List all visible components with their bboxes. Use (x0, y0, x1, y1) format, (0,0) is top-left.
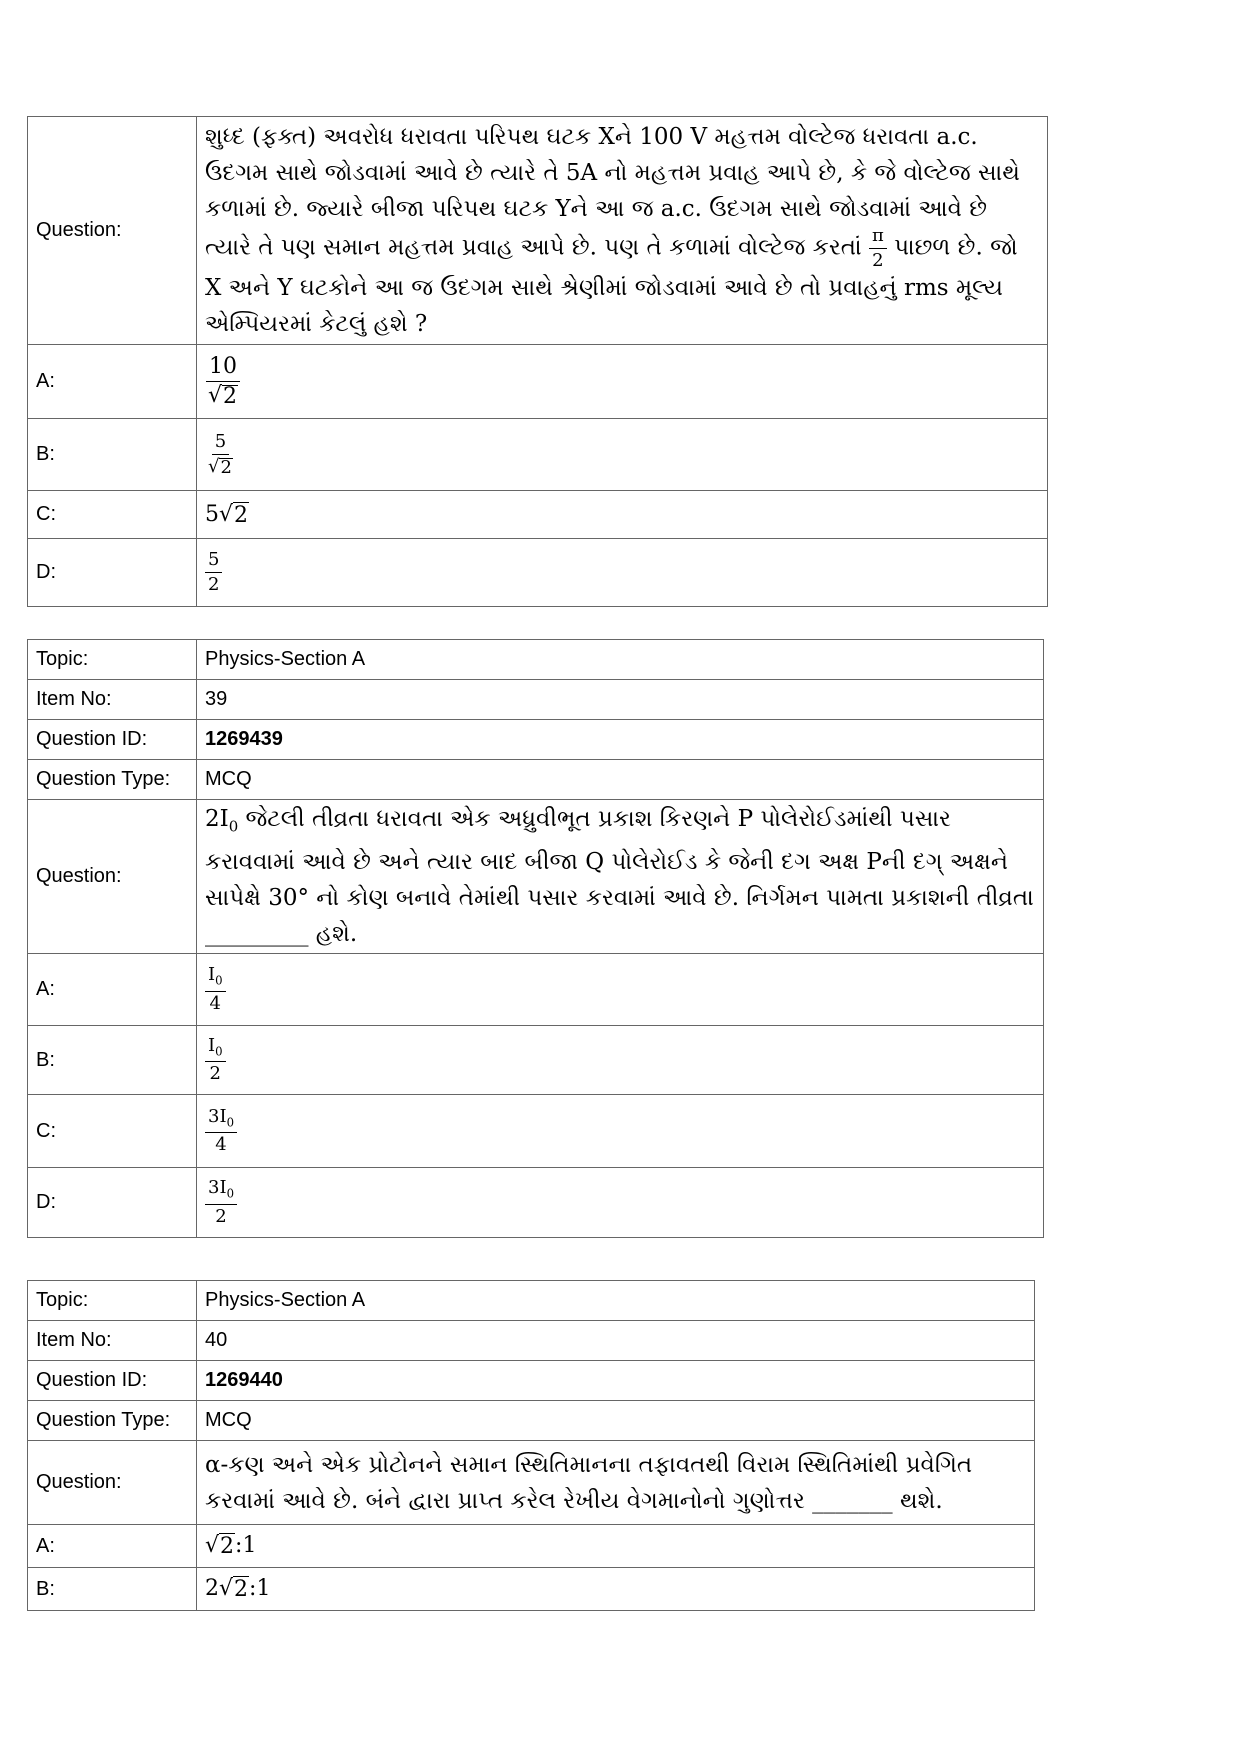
option-row-c (28, 491, 1048, 539)
frac-den: 4 (209, 992, 221, 1014)
option-a-value: √ 2 :1 (197, 1525, 1035, 1568)
option-row-d (28, 1168, 1044, 1238)
item-label: Item No: (28, 680, 197, 720)
frac-num: 3I (208, 1177, 227, 1199)
frac-sub: 0 (226, 1186, 234, 1201)
qtype-label: Question Type: (28, 1401, 197, 1441)
question-body: જેટલી તીવ્રતા ધરાવતા એક અધ્રુવીભૂત પ્રકાશ કિરણને P પોલેરોઈડમાંથી પસાર કરાવવામાં આવે છે અને ત્યાર બાદ બીજા Q પોલેરોઈડ કે જેની દગ અક્ષ Pની દગ્ અક્ષને સાપેક્ષે 30° નો કોણ બનાવે તેમાંથી પસાર કરવામાં આવે છે. નિર્ગમન પામતા પ્રકાશની તીવ્રતા _________ હશે. (205, 805, 1034, 948)
question-text: α-કણ અને એક પ્રોટોનને સમાન સ્થિતિમાનના તફાવતથી વિરામ સ્થિતિમાંથી પ્રવેગિત કરવામાં આવે છે. બંને દ્વારા પ્રાપ્ત કરેલ રેખીય વેગમાનોનો ગુણોત્તર _______ થશે. (197, 1441, 1035, 1525)
topic-value: Physics-Section A (197, 640, 1044, 680)
frac-num: 5 (205, 551, 222, 573)
option-b-value: 5 √ 2 (197, 419, 1048, 491)
item-row (28, 1321, 1035, 1361)
option-row-a (28, 1525, 1035, 1568)
option-label-a: A: (28, 1525, 197, 1568)
qid-row (28, 1361, 1035, 1401)
frac-num: 10 (206, 356, 240, 382)
topic-row (28, 640, 1044, 680)
item-label: Item No: (28, 1321, 197, 1361)
frac-num: 3I (208, 1105, 227, 1127)
option-a-value (197, 954, 1044, 1026)
option-row-b (28, 1026, 1044, 1095)
frac-sub: 0 (226, 1115, 234, 1130)
question-label: Question: (28, 800, 197, 954)
qtype-row (28, 1401, 1035, 1441)
frac-sub: 0 (215, 1044, 223, 1059)
option-a-value: 10 √ 2 (197, 345, 1048, 419)
option-row-b (28, 1568, 1035, 1611)
sqrt-radicand: 2 (220, 1534, 235, 1559)
qid-row (28, 720, 1044, 760)
option-b-value (197, 1026, 1044, 1095)
item-row (28, 680, 1044, 720)
question-row (28, 800, 1044, 954)
topic-row (28, 1281, 1035, 1321)
pi-over-2 (869, 227, 887, 270)
qtype-value: MCQ (197, 760, 1044, 800)
option-row-b (28, 419, 1048, 491)
frac-den: 4 (215, 1134, 227, 1156)
sqrt-radicand: 2 (223, 383, 238, 409)
qtype-value: MCQ (197, 1401, 1035, 1441)
qid-label: Question ID: (28, 1361, 197, 1401)
question-label: Question: (28, 1441, 197, 1525)
option-label-b: B: (28, 419, 197, 491)
topic-label: Topic: (28, 1281, 197, 1321)
frac-den: 2 (209, 1063, 221, 1085)
ratio-tail: :1 (235, 1533, 257, 1558)
frac-num: π (869, 227, 887, 249)
option-row-c (28, 1095, 1044, 1168)
question-table-39 (27, 639, 1044, 1238)
q-sub: 0 (228, 817, 239, 836)
option-label-b: B: (28, 1026, 197, 1095)
question-row (28, 117, 1048, 345)
qtype-row (28, 760, 1044, 800)
question-row (28, 1441, 1035, 1525)
sqrt-radicand: 2 (234, 502, 249, 528)
option-label-d: D: (28, 539, 197, 607)
question-text (197, 800, 1044, 954)
coef: 2 (205, 1576, 219, 1601)
frac-num: I (208, 964, 216, 986)
option-b-value: 2 √ 2 :1 (197, 1568, 1035, 1611)
option-row-a (28, 954, 1044, 1026)
qid-value: 1269440 (197, 1361, 1035, 1401)
option-c-value: 5 √ 2 (197, 491, 1048, 539)
frac-num: 5 (212, 433, 229, 455)
qid-label: Question ID: (28, 720, 197, 760)
question-tail: પાછળ છે. જો X અને Y ઘટકોને આ જ ઉદગમ સાથે શ્રેણીમાં જોડવામાં આવે છે તો પ્રવાહનું rms મૂલ્ય એમ્પિયરમાં કેટલું હશે ? (205, 234, 1018, 337)
ratio-tail: :1 (249, 1576, 271, 1601)
option-d-value (197, 539, 1048, 607)
q-prefix: 2I (205, 805, 229, 832)
item-value: 39 (197, 680, 1044, 720)
option-label-b: B: (28, 1568, 197, 1611)
topic-value: Physics-Section A (197, 1281, 1035, 1321)
frac-den: 2 (208, 574, 220, 595)
sqrt-radicand: 2 (234, 1577, 249, 1602)
qid-value: 1269439 (197, 720, 1044, 760)
topic-label: Topic: (28, 640, 197, 680)
option-label-c: C: (28, 1095, 197, 1168)
frac-den: 2 (872, 250, 884, 271)
item-value: 40 (197, 1321, 1035, 1361)
option-label-a: A: (28, 954, 197, 1026)
option-d-value (197, 1168, 1044, 1238)
frac-den: 2 (215, 1205, 227, 1227)
coef: 5 (205, 501, 219, 527)
qtype-label: Question Type: (28, 760, 197, 800)
question-table-40 (27, 1280, 1035, 1611)
option-row-d (28, 539, 1048, 607)
frac-sub: 0 (215, 973, 223, 988)
question-label: Question: (28, 117, 197, 345)
question-text (197, 117, 1048, 345)
option-label-a: A: (28, 345, 197, 419)
frac-num: I (208, 1034, 216, 1056)
question-body: શુધ્દ (ફક્ત) અવરોધ ધરાવતા પરિપથ ઘટક Xને 100 V મહત્તમ વોલ્ટેજ ધરાવતા a.c. ઉદગમ સાથે જોડવામાં આવે છે ત્યારે તે 5A નો મહત્તમ પ્રવાહ આપે છે, કે જે વોલ્ટેજ સાથે કળામાં છે. જ્યારે બીજા પરિપથ ઘટક Yને આ જ a.c. ઉદગમ સાથે જોડવામાં આવે છે ત્યારે તે પણ સમાન મહત્તમ પ્રવાહ આપે છે. પણ તે કળામાં વોલ્ટેજ કરતાં (205, 124, 1020, 261)
sqrt-radicand: 2 (220, 456, 232, 478)
option-label-c: C: (28, 491, 197, 539)
option-label-d: D: (28, 1168, 197, 1238)
question-table-38 (27, 116, 1048, 607)
option-c-value (197, 1095, 1044, 1168)
option-row-a (28, 345, 1048, 419)
